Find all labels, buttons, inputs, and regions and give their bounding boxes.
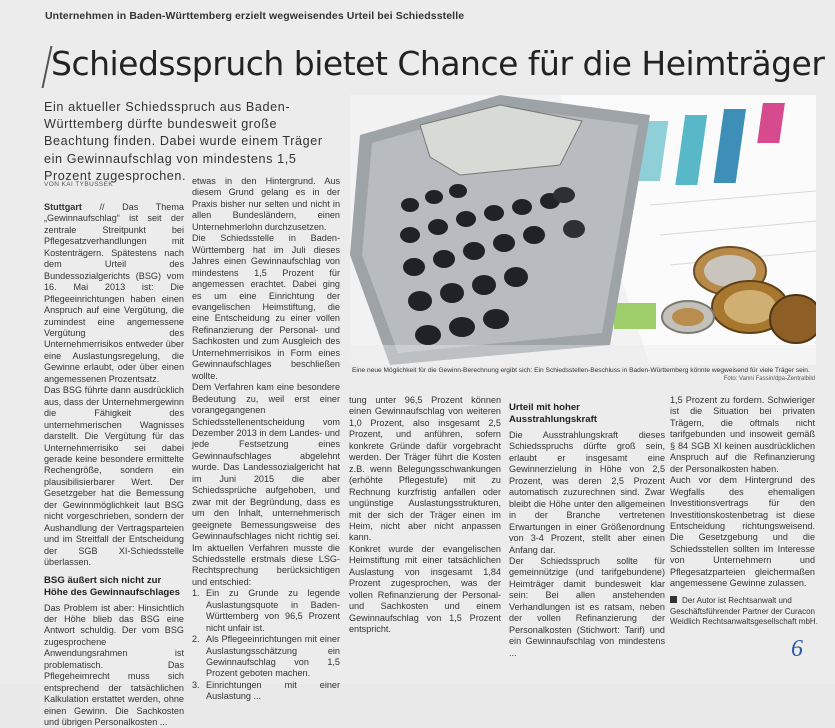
list-item bbox=[192, 634, 340, 680]
list-text: Ein zu Grunde zu legende Auslastungsquote in Baden-Württemberg von 96,5 Prozent nicht unfair ist. bbox=[206, 588, 340, 634]
column-1-paragraph bbox=[44, 202, 184, 569]
list-item bbox=[192, 680, 340, 703]
subheading-bsg: BSG äußert sich nicht zur Höhe des Gewinnaufschlages bbox=[44, 575, 184, 599]
photo-caption: Eine neue Möglichkeit für die Gewinn-Berechnung ergibt sich: Ein Schiedsstellen-Beschluss in Baden-Württemberg könnte wegweisend für viele Träger sein. bbox=[352, 366, 818, 376]
article-column-1 bbox=[44, 202, 184, 728]
article-column-4 bbox=[509, 402, 665, 659]
lead-paragraph: Ein aktueller Schiedsspruch aus Baden-Württemberg dürfte bundesweit große Beachtung finden. Dabei wurde einem Träger ein Gewinnaufschlag von mindestens 1,5 Prozent zugesprochen. bbox=[44, 99, 342, 185]
calculator-photo-illustration bbox=[350, 95, 816, 365]
decision-list bbox=[192, 588, 340, 703]
column-4-text: Die Ausstrahlungskraft dieses Schiedsspruchs dürfte groß sein, erlaubt er insgesamt eine Gewinnerzielung in Höhe von 2,5 Prozent, was deren 2,5 Prozent automatisch zuzurechnen sind. Zwar bleibt die Höhe unter den allgemeinen in der Branche vertretenen Erwartungen in einer Größenordnung von 3-4 Prozent, stellt aber einen Anfang dar. Der Schiedsspruch sollte für gemeinnützige (und tarifgebundene) Heimträger damit bundesweit klar sein: Bei allen anstehenden Verhandlungen ist es ratsam, neben der vollen Refinanzierung der Personalkosten (Stichwort: Tarif) und ein Gewinnaufschlag von mindestens ... bbox=[509, 430, 665, 659]
article-column-5 bbox=[670, 395, 815, 590]
headline: Schiedsspruch bietet Chance für die Heimträger bbox=[51, 44, 824, 83]
author-note bbox=[670, 596, 820, 628]
kicker: Unternehmen in Baden-Württemberg erzielt wegweisendes Urteil bei Schiedsstelle bbox=[45, 10, 464, 22]
column-1-paragraph-2: Das Problem ist aber: Hinsichtlich der Höhe blieb das BSG eine Antwort schuldig. Der vom BSG zugesprochene Anwendungsrahmen ist problematisch. Das Pflegeheimrecht muss sich entsprechend der tatsächlichen Kalkulation erstattet werden, ohne einen Gewinn. Die Sachkosten und übrigen Personalkosten ... bbox=[44, 603, 184, 728]
list-number: 2. bbox=[192, 634, 200, 680]
article-column-3 bbox=[349, 395, 501, 636]
column-3-text: tung unter 96,5 Prozent können einen Gewinnaufschlag von weiteren 1,0 Prozent, also insgesamt 2,5 Prozent, und anführen, sofern konkrete Gründe dafür vorgebracht werden. Der Träger führt die Kosten z.B. wenn Belegungsschwankungen (erhöhte Pflegestufe) mit zu Rechnung kurzfristig anfallen oder ungünstige Auslastungsstrukturen, mit der sich der Träger einen im Heim, nicht aber nicht anpassen kann. Konkret wurde der evangelischen Heimstiftung mit einer tatsächlichen Auslastung von insgesamt 1,84 Prozent zugesprochen, was der vollen Refinanzierung der Personal- und Sachkosten und einem Gewinnaufschlag von 1,5 Prozent entspricht. bbox=[349, 395, 501, 636]
byline: VON KAI TYBUSSEK bbox=[44, 181, 113, 188]
dateline: Stuttgart bbox=[44, 202, 82, 212]
photo-credit: Foto: Vanni Fassin/dpa-Zentralbild bbox=[724, 376, 815, 382]
list-number: 3. bbox=[192, 680, 200, 703]
list-item bbox=[192, 588, 340, 634]
square-bullet-icon bbox=[670, 596, 677, 603]
column-2-text: etwas in den Hintergrund. Aus diesem Grund gelang es in der Praxis bisher nur selten und nicht in allen Bundesländern, einen Unternehmerlohn durchzusetzen. Die Schiedsstelle in Baden-Württemberg hat im Juli dieses Jahres einen Gewinnaufschlag von mindestens 1,5 Prozent für angemessen erachtet. Dabei ging es um eine Einrichtung der evangelischen Heimstiftung, die eine Entscheidung zu einer vollen Refinanzierung der Personal- und Sachkosten und zum Ausgleich des Unternehmerrisikos in Form eines Gewinnaufschlages beschließen wollte. Dem Verfahren kam eine besondere Bedeutung zu, weil erst einer vorangegangenen Schiedsstellenentscheidung vom Dezember 2013 in dem Landes- und jede Festsetzung eines Gewinnaufschlages abgelehnt wurde. Das Landessozialgericht hat im Juni 2015 die aber Schiedssprüche aufgehoben, und zwar mit der Begründung, dass es um den Inhalt, unternehmerisch geeignete Bemessungsweise des Gewinnaufschlages nicht richtig sei. Im aktuellen Verfahren musste die Schiedsstelle erstmals diese LSG-Rechtsprechung berücksichtigen und entschied: bbox=[192, 176, 340, 588]
list-text: Als Pflegeeinrichtungen mit einer Auslastungsschätzung ein Gewinnaufschlag von 1,5 Prozent geboten machen. bbox=[206, 634, 340, 680]
subheading-urteil: Urteil mit hoher Ausstrahlungskraft bbox=[509, 402, 665, 426]
list-number: 1. bbox=[192, 588, 200, 634]
author-note-text: Der Autor ist Rechtsanwalt und Geschäftsführender Partner der Curacon Weidlich Rechtsanwaltsgesellschaft mbH. bbox=[670, 596, 818, 626]
column-5-text: 1,5 Prozent zu fordern. Schwieriger ist die Situation bei privaten Trägern, die oftmals nicht tarifgebunden und insoweit gemäß § 84 SGB XI keinen ausdrücklichen Anspruch auf die Refinanzierung der Personalkosten haben. Auch vor dem Hintergrund des Wegfalls des ehemaligen Investitionsvertrags für den Investitionskostenbetrag ist diese Entscheidung richtungsweisend. Die Gesetzgebung und die Schiedsstellen sollten im Interesse von Unternehmern und Pflegesatzparteien gleichermaßen angemessene Gewinne zulassen. bbox=[670, 395, 815, 590]
list-text: Einrichtungen mit einer Auslastung ... bbox=[206, 680, 340, 703]
column-1-text: // Das Thema „Gewinnaufschlag“ ist seit der zentrale Streitpunkt bei Pflegesatzverhandlungen mit Kostenträgern. Spätestens nach dem Urteil des Bundessozialgerichts (BSG) vom 16. Mai 2013 ist: Die Pflegeeinrichtungen haben einen Anspruch auf eine Vergütung, die zumindest eine angemessene Vergütung des Unternehmerrisikos entweder über eine Auslastungsregelung, die Gewinne erlaubt, oder über einen angemessenen Prozentsatz. Das BSG führte dann ausdrücklich aus, dass der Unternehmergewinn die Fähigkeit des unternehmerischen Wagnisses darstellt. Die Vergütung für das Unternehmerrisiko sei dabei gerade keine besondere ermittelte Rechengröße, sondern ein plausibilisierbarer Wert. Der Gesetzgeber hat die Bemessung der Gewinnmöglichkeit laut BSG nicht vorgeschrieben, sondern der Aushandlung der Vertragsparteien und im Streitfall der Entscheidung der SGB XI-Schiedsstelle überlassen. bbox=[44, 202, 184, 567]
article-column-2 bbox=[192, 176, 340, 703]
page-number: 6 bbox=[791, 636, 803, 663]
article-photo bbox=[350, 95, 816, 365]
